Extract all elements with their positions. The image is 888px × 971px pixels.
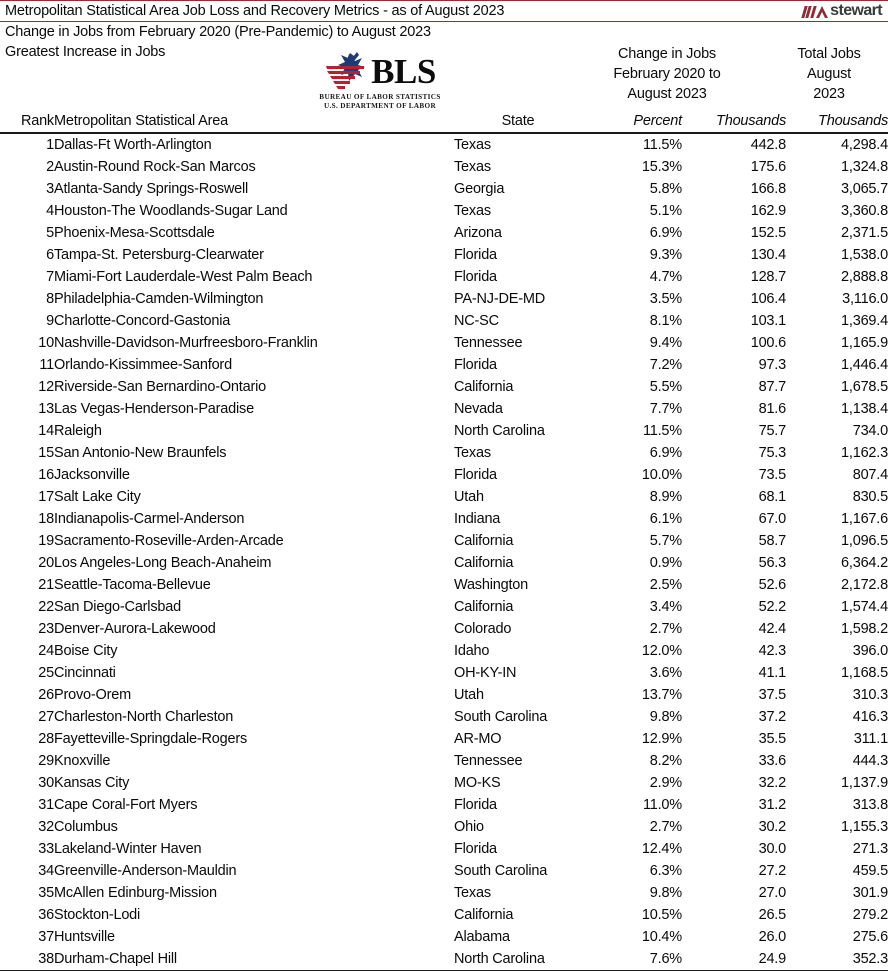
cell-percent: 9.4%: [649, 335, 682, 351]
cell-state: Florida: [454, 841, 497, 857]
stewart-wordmark: stewart: [830, 2, 882, 19]
cell-rank: 23: [38, 621, 54, 637]
cell-thousands: 52.2: [758, 599, 786, 615]
cell-thousands: 58.7: [758, 533, 786, 549]
cell-msa: Lakeland-Winter Haven: [54, 841, 202, 857]
cell-total: 734.0: [852, 423, 888, 439]
cell-state: Tennessee: [454, 753, 523, 769]
table-row[interactable]: [0, 508, 888, 530]
cell-thousands: 175.6: [750, 159, 786, 175]
cell-msa: Riverside-San Bernardino-Ontario: [54, 379, 267, 395]
table-row[interactable]: [0, 948, 888, 971]
cell-state: Texas: [454, 445, 491, 461]
cell-state: Arizona: [454, 225, 502, 241]
table-row[interactable]: [0, 332, 888, 354]
cell-total: 1,446.4: [841, 357, 888, 373]
cell-thousands: 130.4: [750, 247, 786, 263]
cell-total: 807.4: [852, 467, 888, 483]
cell-percent: 9.8%: [649, 709, 682, 725]
table-row[interactable]: [0, 662, 888, 684]
cell-state: Alabama: [454, 929, 510, 945]
cell-thousands: 41.1: [758, 665, 786, 681]
column-group-change-line-2: February 2020 to: [613, 66, 721, 82]
cell-msa: Indianapolis-Carmel-Anderson: [54, 511, 245, 527]
cell-total: 444.3: [852, 753, 888, 769]
cell-rank: 27: [38, 709, 54, 725]
cell-rank: 5: [46, 225, 54, 241]
column-group-total-line-2: August: [807, 66, 851, 82]
cell-percent: 3.4%: [649, 599, 682, 615]
cell-msa: Stockton-Lodi: [54, 907, 141, 923]
cell-total: 311.1: [853, 731, 888, 747]
cell-total: 459.5: [852, 863, 888, 879]
table-row[interactable]: [0, 816, 888, 838]
table-row[interactable]: [0, 596, 888, 618]
table-row[interactable]: [0, 640, 888, 662]
cell-rank: 2: [46, 159, 54, 175]
cell-msa: Columbus: [54, 819, 118, 835]
cell-percent: 2.7%: [649, 621, 682, 637]
table-row[interactable]: [0, 838, 888, 860]
cell-rank: 33: [38, 841, 54, 857]
cell-thousands: 27.2: [758, 863, 786, 879]
cell-total: 1,138.4: [841, 401, 888, 417]
cell-state: Florida: [454, 269, 497, 285]
table-row[interactable]: [0, 376, 888, 398]
cell-total: 2,888.8: [841, 269, 888, 285]
cell-total: 275.6: [852, 929, 888, 945]
cell-state: California: [454, 907, 514, 923]
cell-state: Florida: [454, 357, 497, 373]
cell-percent: 3.5%: [649, 291, 682, 307]
cell-msa: Seattle-Tacoma-Bellevue: [54, 577, 211, 593]
cell-total: 301.9: [852, 885, 888, 901]
cell-percent: 10.0%: [641, 467, 682, 483]
bls-logo: [306, 52, 454, 110]
cell-msa: Salt Lake City: [54, 489, 141, 505]
cell-thousands: 26.0: [758, 929, 786, 945]
cell-total: 1,165.9: [841, 335, 888, 351]
table-row[interactable]: [0, 772, 888, 794]
cell-msa: Austin-Round Rock-San Marcos: [54, 159, 256, 175]
cell-msa: Las Vegas-Henderson-Paradise: [54, 401, 254, 417]
cell-percent: 2.9%: [649, 775, 682, 791]
table-row[interactable]: [0, 178, 888, 200]
subtitle-greatest-increase: Greatest Increase in Jobs: [5, 44, 166, 60]
cell-state: PA-NJ-DE-MD: [454, 291, 545, 307]
cell-total: 3,065.7: [841, 181, 888, 197]
cell-percent: 9.8%: [649, 885, 682, 901]
bls-star-icon: [324, 52, 368, 92]
cell-total: 1,324.8: [841, 159, 888, 175]
cell-thousands: 30.0: [758, 841, 786, 857]
cell-thousands: 26.5: [758, 907, 786, 923]
cell-percent: 6.9%: [649, 445, 682, 461]
cell-state: Tennessee: [454, 335, 523, 351]
table-row[interactable]: [0, 420, 888, 442]
cell-msa: Tampa-St. Petersburg-Clearwater: [54, 247, 264, 263]
cell-total: 352.3: [852, 951, 888, 967]
cell-total: 1,096.5: [841, 533, 888, 549]
table-row[interactable]: [0, 398, 888, 420]
cell-state: MO-KS: [454, 775, 501, 791]
table-header-row: [0, 110, 888, 133]
cell-total: 1,162.3: [841, 445, 888, 461]
cell-state: Texas: [454, 203, 491, 219]
cell-rank: 16: [38, 467, 54, 483]
table-row[interactable]: [0, 288, 888, 310]
cell-rank: 13: [38, 401, 54, 417]
table-body: [0, 133, 888, 971]
cell-rank: 24: [38, 643, 54, 659]
subtitle-change-in-jobs: Change in Jobs from February 2020 (Pre-Pandemic) to August 2023: [5, 24, 431, 40]
table-row[interactable]: [0, 133, 888, 156]
column-group-change-line-3: August 2023: [627, 86, 707, 102]
cell-msa: Fayetteville-Springdale-Rogers: [54, 731, 248, 747]
column-header-percent[interactable]: Percent: [633, 113, 682, 129]
bls-logo-top: [324, 52, 436, 92]
cell-msa: Cape Coral-Fort Myers: [54, 797, 198, 813]
cell-msa: Kansas City: [54, 775, 130, 791]
cell-rank: 19: [38, 533, 54, 549]
cell-thousands: 106.4: [750, 291, 786, 307]
cell-rank: 38: [38, 951, 54, 967]
title-bar: [0, 0, 888, 22]
cell-thousands: 103.1: [750, 313, 786, 329]
cell-thousands: 162.9: [750, 203, 786, 219]
cell-msa: Denver-Aurora-Lakewood: [54, 621, 216, 637]
cell-total: 2,371.5: [841, 225, 888, 241]
cell-thousands: 68.1: [758, 489, 786, 505]
cell-percent: 3.6%: [649, 665, 682, 681]
cell-msa: McAllen Edinburg-Mission: [54, 885, 217, 901]
table-row[interactable]: [0, 904, 888, 926]
cell-thousands: 27.0: [758, 885, 786, 901]
cell-percent: 10.5%: [641, 907, 682, 923]
cell-percent: 10.4%: [641, 929, 682, 945]
cell-total: 4,298.4: [841, 137, 888, 153]
cell-state: NC-SC: [454, 313, 499, 329]
cell-state: Nevada: [454, 401, 503, 417]
cell-rank: 4: [46, 203, 54, 219]
table-row[interactable]: [0, 442, 888, 464]
table-row[interactable]: [0, 266, 888, 288]
cell-thousands: 30.2: [758, 819, 786, 835]
cell-rank: 12: [38, 379, 54, 395]
cell-percent: 11.5%: [642, 423, 682, 439]
table-row[interactable]: [0, 552, 888, 574]
cell-total: 830.5: [852, 489, 888, 505]
cell-rank: 36: [38, 907, 54, 923]
cell-msa: Orlando-Kissimmee-Sanford: [54, 357, 232, 373]
cell-state: Florida: [454, 247, 497, 263]
cell-thousands: 37.2: [758, 709, 786, 725]
cell-msa: Knoxville: [54, 753, 111, 769]
cell-percent: 11.5%: [642, 137, 682, 153]
cell-percent: 8.2%: [649, 753, 682, 769]
table-row[interactable]: [0, 750, 888, 772]
cell-total: 3,116.0: [842, 291, 888, 307]
cell-state: Texas: [454, 885, 491, 901]
cell-percent: 5.1%: [649, 203, 682, 219]
cell-thousands: 75.3: [758, 445, 786, 461]
bls-acronym: BLS: [371, 52, 436, 91]
cell-thousands: 75.7: [758, 423, 786, 439]
cell-percent: 13.7%: [641, 687, 682, 703]
cell-total: 1,538.0: [841, 247, 888, 263]
cell-thousands: 52.6: [758, 577, 786, 593]
msa-job-metrics-table: [0, 110, 888, 971]
cell-percent: 5.5%: [649, 379, 682, 395]
cell-rank: 9: [46, 313, 54, 329]
cell-percent: 6.3%: [649, 863, 682, 879]
cell-rank: 32: [38, 819, 54, 835]
cell-state: Ohio: [454, 819, 484, 835]
cell-rank: 11: [39, 357, 54, 373]
cell-rank: 30: [38, 775, 54, 791]
table-row[interactable]: [0, 156, 888, 178]
cell-percent: 7.6%: [649, 951, 682, 967]
cell-thousands: 73.5: [758, 467, 786, 483]
table-row[interactable]: [0, 222, 888, 244]
cell-state: Washington: [454, 577, 529, 593]
cell-thousands: 33.6: [758, 753, 786, 769]
column-group-total-jobs: [772, 44, 886, 104]
cell-rank: 18: [38, 511, 54, 527]
cell-thousands: 24.9: [758, 951, 786, 967]
cell-state: Colorado: [454, 621, 512, 637]
cell-percent: 12.9%: [641, 731, 682, 747]
cell-total: 1,678.5: [841, 379, 888, 395]
cell-msa: Los Angeles-Long Beach-Anaheim: [54, 555, 272, 571]
bls-subtitle-line-2: U.S. DEPARTMENT OF LABOR: [323, 102, 437, 110]
cell-thousands: 97.3: [758, 357, 786, 373]
cell-percent: 5.7%: [649, 533, 682, 549]
cell-state: North Carolina: [454, 423, 545, 439]
cell-thousands: 100.6: [750, 335, 786, 351]
cell-total: 1,598.2: [841, 621, 888, 637]
cell-total: 1,369.4: [841, 313, 888, 329]
table-row[interactable]: [0, 486, 888, 508]
cell-thousands: 31.2: [758, 797, 786, 813]
cell-thousands: 166.8: [750, 181, 786, 197]
cell-total: 279.2: [852, 907, 888, 923]
cell-rank: 14: [38, 423, 54, 439]
cell-percent: 6.1%: [649, 511, 682, 527]
cell-thousands: 42.3: [758, 643, 786, 659]
cell-rank: 15: [38, 445, 54, 461]
cell-state: South Carolina: [454, 863, 548, 879]
cell-state: Florida: [454, 467, 497, 483]
cell-msa: Atlanta-Sandy Springs-Roswell: [54, 181, 249, 197]
cell-percent: 2.7%: [649, 819, 682, 835]
stewart-chevron-icon: [803, 5, 830, 18]
cell-total: 1,137.9: [841, 775, 888, 791]
cell-msa: Houston-The Woodlands-Sugar Land: [54, 203, 288, 219]
cell-total: 310.3: [852, 687, 888, 703]
cell-total: 2,172.8: [841, 577, 888, 593]
cell-rank: 10: [38, 335, 54, 351]
table-row[interactable]: [0, 200, 888, 222]
cell-msa: Jacksonville: [54, 467, 130, 483]
cell-thousands: 81.6: [758, 401, 786, 417]
cell-thousands: 442.8: [750, 137, 786, 153]
cell-total: 271.3: [852, 841, 888, 857]
cell-percent: 6.9%: [649, 225, 682, 241]
table-row[interactable]: [0, 728, 888, 750]
table-row[interactable]: [0, 574, 888, 596]
cell-state: OH-KY-IN: [454, 665, 517, 681]
cell-thousands: 87.7: [758, 379, 786, 395]
cell-msa: Nashville-Davidson-Murfreesboro-Franklin: [54, 335, 318, 351]
column-header-msa[interactable]: Metropolitan Statistical Area: [54, 113, 228, 129]
cell-total: 1,155.3: [841, 819, 888, 835]
cell-total: 416.3: [852, 709, 888, 725]
cell-rank: 35: [38, 885, 54, 901]
cell-percent: 12.0%: [641, 643, 682, 659]
cell-total: 1,168.5: [841, 665, 888, 681]
cell-state: North Carolina: [454, 951, 545, 967]
cell-rank: 7: [46, 269, 54, 285]
table-row[interactable]: [0, 882, 888, 904]
cell-percent: 0.9%: [649, 555, 682, 571]
cell-percent: 12.4%: [641, 841, 682, 857]
bls-subtitle-line-1: BUREAU OF LABOR STATISTICS: [319, 93, 441, 101]
cell-rank: 8: [46, 291, 54, 307]
cell-total: 6,364.2: [841, 555, 888, 571]
cell-msa: Provo-Orem: [54, 687, 131, 703]
cell-percent: 4.7%: [649, 269, 682, 285]
cell-percent: 9.3%: [649, 247, 682, 263]
cell-thousands: 35.5: [758, 731, 786, 747]
cell-rank: 25: [38, 665, 54, 681]
table-row[interactable]: [0, 706, 888, 728]
column-header-total[interactable]: Thousands: [818, 113, 888, 129]
cell-state: AR-MO: [454, 731, 502, 747]
cell-state: Indiana: [454, 511, 501, 527]
column-group-total-line-3: 2023: [813, 86, 845, 102]
cell-thousands: 42.4: [758, 621, 786, 637]
cell-msa: San Antonio-New Braunfels: [54, 445, 227, 461]
cell-msa: Phoenix-Mesa-Scottsdale: [54, 225, 215, 241]
cell-thousands: 32.2: [758, 775, 786, 791]
cell-state: California: [454, 533, 514, 549]
cell-rank: 22: [38, 599, 54, 615]
cell-thousands: 152.5: [750, 225, 786, 241]
cell-rank: 34: [38, 863, 54, 879]
cell-msa: Durham-Chapel Hill: [54, 951, 177, 967]
cell-state: Georgia: [454, 181, 505, 197]
cell-msa: Boise City: [54, 643, 118, 659]
cell-percent: 8.1%: [649, 313, 682, 329]
cell-msa: Greenville-Anderson-Mauldin: [54, 863, 237, 879]
cell-total: 3,360.8: [841, 203, 888, 219]
cell-percent: 7.7%: [649, 401, 682, 417]
cell-percent: 7.2%: [649, 357, 682, 373]
cell-msa: Raleigh: [54, 423, 102, 439]
cell-percent: 5.8%: [649, 181, 682, 197]
table-row[interactable]: [0, 354, 888, 376]
cell-total: 1,167.6: [841, 511, 888, 527]
cell-total: 396.0: [852, 643, 888, 659]
cell-state: California: [454, 379, 514, 395]
cell-state: Florida: [454, 797, 497, 813]
cell-total: 1,574.4: [841, 599, 888, 615]
cell-msa: Cincinnati: [54, 665, 116, 681]
cell-rank: 28: [38, 731, 54, 747]
cell-msa: Charlotte-Concord-Gastonia: [54, 313, 231, 329]
cell-percent: 11.0%: [642, 797, 682, 813]
cell-percent: 15.3%: [641, 159, 682, 175]
cell-percent: 2.5%: [649, 577, 682, 593]
cell-msa: Miami-Fort Lauderdale-West Palm Beach: [54, 269, 313, 285]
column-group-change-line-1: Change in Jobs: [618, 46, 716, 62]
cell-rank: 29: [38, 753, 54, 769]
cell-state: California: [454, 555, 514, 571]
cell-msa: Huntsville: [54, 929, 115, 945]
table-row[interactable]: [0, 464, 888, 486]
cell-thousands: 37.5: [758, 687, 786, 703]
table-row[interactable]: [0, 618, 888, 640]
cell-rank: 3: [46, 181, 54, 197]
cell-msa: Charleston-North Charleston: [54, 709, 234, 725]
table-row[interactable]: [0, 794, 888, 816]
cell-thousands: 56.3: [758, 555, 786, 571]
cell-total: 313.8: [852, 797, 888, 813]
table-row[interactable]: [0, 310, 888, 332]
table-row[interactable]: [0, 860, 888, 882]
stewart-logo: [803, 4, 882, 18]
cell-state: South Carolina: [454, 709, 548, 725]
cell-rank: 37: [38, 929, 54, 945]
cell-thousands: 128.7: [750, 269, 786, 285]
column-group-total-line-1: Total Jobs: [797, 46, 861, 62]
cell-msa: Philadelphia-Camden-Wilmington: [54, 291, 264, 307]
cell-state: Utah: [454, 489, 484, 505]
cell-msa: San Diego-Carlsbad: [54, 599, 181, 615]
table-row[interactable]: [0, 530, 888, 552]
cell-rank: 26: [38, 687, 54, 703]
cell-thousands: 67.0: [758, 511, 786, 527]
column-header-thousands[interactable]: Thousands: [716, 113, 786, 129]
cell-state: Utah: [454, 687, 484, 703]
table-row[interactable]: [0, 926, 888, 948]
cell-state: Texas: [454, 159, 491, 175]
cell-state: Idaho: [454, 643, 490, 659]
page-title: Metropolitan Statistical Area Job Loss and Recovery Metrics - as of August 2023: [5, 3, 505, 19]
table-row[interactable]: [0, 244, 888, 266]
column-header-rank[interactable]: Rank: [20, 113, 54, 129]
cell-rank: 21: [38, 577, 54, 593]
cell-rank: 20: [38, 555, 54, 571]
cell-rank: 6: [46, 247, 54, 263]
table-row[interactable]: [0, 684, 888, 706]
cell-msa: Sacramento-Roseville-Arden-Arcade: [54, 533, 284, 549]
cell-percent: 8.9%: [649, 489, 682, 505]
cell-rank: 17: [38, 489, 54, 505]
cell-state: Texas: [454, 137, 491, 153]
bls-subtitle: [319, 93, 440, 111]
cell-rank: 31: [38, 797, 54, 813]
table-header: [0, 110, 888, 133]
cell-state: California: [454, 599, 514, 615]
column-header-state[interactable]: State: [501, 113, 535, 129]
cell-msa: Dallas-Ft Worth-Arlington: [54, 137, 212, 153]
cell-rank: 1: [46, 137, 54, 153]
column-group-change-in-jobs: [566, 44, 768, 104]
